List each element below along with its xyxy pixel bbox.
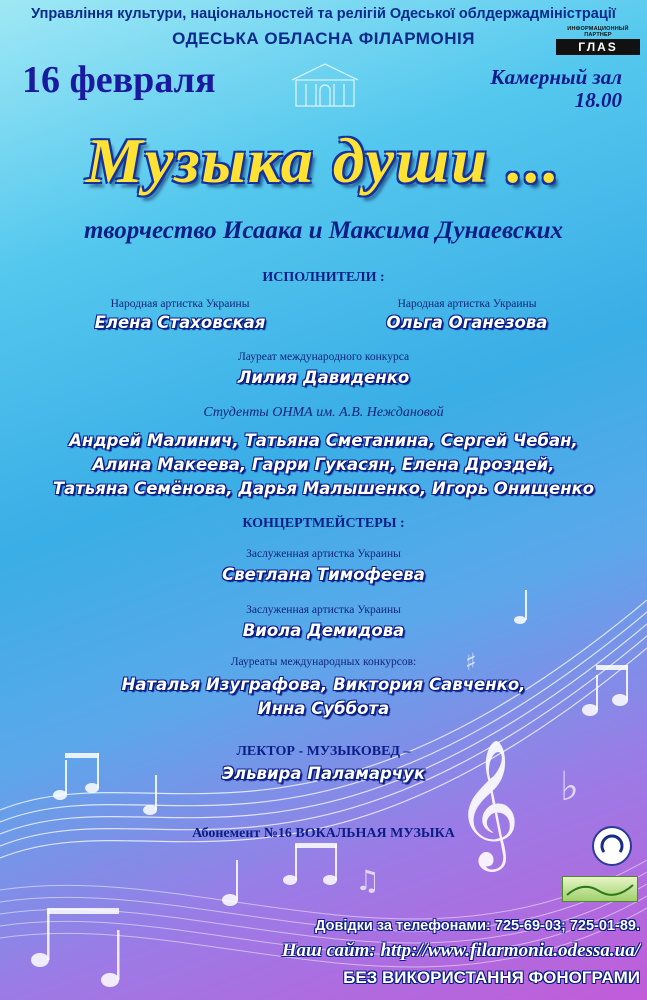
accompanist-2-name: Виола Демидова bbox=[242, 621, 405, 640]
lecturer-name: Эльвира Паламарчук bbox=[221, 764, 426, 783]
accompanist-laureates-title: Лауреаты международных конкурсов: bbox=[230, 656, 417, 668]
soloist-1-name: Елена Стаховская bbox=[94, 313, 266, 332]
concert-subtitle: творчество Исаака и Максима Дунаевских bbox=[83, 217, 564, 244]
lecturer-title: ЛЕКТОР - МУЗЫКОВЕД – bbox=[236, 744, 411, 759]
accompanist-1-title: Заслуженная артистка Украины bbox=[246, 548, 401, 560]
students-line-3: Татьяна Семёнова, Дарья Малышенко, Игорь Онищенко bbox=[52, 479, 595, 498]
logo-mark-icon bbox=[594, 828, 630, 864]
partner-logo: ГЛАS bbox=[556, 39, 640, 55]
event-venue bbox=[400, 66, 622, 112]
radio-station-logo bbox=[562, 876, 638, 902]
accompanist-laureates-line-2: Инна Суббота bbox=[257, 699, 390, 718]
philharmonic-building-emblem bbox=[288, 60, 362, 110]
philharmonic-name: ОДЕСЬКА ОБЛАСНА ФІЛАРМОНІЯ bbox=[172, 29, 475, 48]
event-date: 16 февраля bbox=[22, 59, 216, 101]
svg-text:♯: ♯ bbox=[465, 648, 477, 676]
radio-wave-icon bbox=[563, 877, 637, 901]
students-line-1: Андрей Малинич, Татьяна Сметанина, Сергей Чебан, bbox=[69, 431, 578, 450]
students-line-2: Алина Макеева, Гарри Гукасян, Елена Дроздей, bbox=[92, 455, 555, 474]
concert-title: Музыка души ... bbox=[86, 125, 561, 196]
partner-block bbox=[556, 26, 640, 55]
svg-text:♫: ♫ bbox=[355, 864, 381, 897]
performers-heading: ИСПОЛНИТЕЛИ : bbox=[262, 270, 385, 285]
no-phonogram-notice: БЕЗ ВИКОРИСТАННЯ ФОНОГРАМИ bbox=[343, 968, 640, 987]
students-title: Студенты ОНМА им. А.В. Неждановой bbox=[203, 405, 444, 420]
soloist-1-title: Народная артистка Украины bbox=[110, 298, 250, 310]
soloist-2-name: Ольга Оганезова bbox=[386, 313, 548, 332]
contact-phones: Довідки за телефонами: 725-69-03; 725-01-89. bbox=[315, 918, 640, 934]
organization-header: Управління культури, національностей та релігій Одеської облдержадміністрації bbox=[31, 6, 616, 22]
philharmonic-logo bbox=[592, 826, 632, 866]
laureate-name: Лилия Давиденко bbox=[237, 368, 410, 387]
accompanist-2-title: Заслуженная артистка Украины bbox=[246, 604, 401, 616]
subscription-label: Абонемент №16 ВОКАЛЬНАЯ МУЗЫКА bbox=[192, 826, 455, 841]
accompanist-laureates-line-1: Наталья Изуграфова, Виктория Савченко, bbox=[121, 675, 526, 694]
svg-text:♭: ♭ bbox=[560, 764, 579, 810]
laureate-title: Лауреат международного конкурса bbox=[237, 351, 410, 363]
accompanist-1-name: Светлана Тимофеева bbox=[222, 565, 425, 584]
soloist-2-title: Народная артистка Украины bbox=[397, 298, 537, 310]
event-time: 18.00 bbox=[574, 88, 622, 112]
website-link[interactable]: Наш сайт: http://www.filarmonia.odessa.ua/ bbox=[281, 940, 640, 961]
hall-name: Камерный зал bbox=[490, 65, 622, 89]
svg-text:𝄞: 𝄞 bbox=[455, 738, 521, 866]
partner-caption: ИНФОРМАЦИОННЫЙ ПАРТНЕР bbox=[567, 26, 629, 38]
accompanists-heading: КОНЦЕРТМЕЙСТЕРЫ : bbox=[242, 516, 405, 531]
